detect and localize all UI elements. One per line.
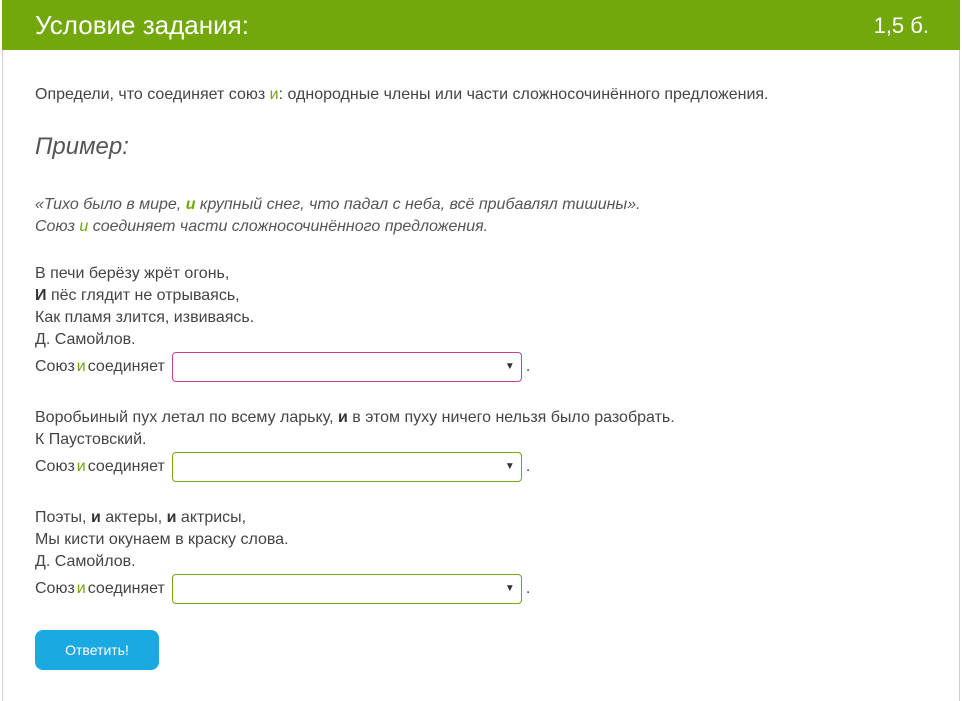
answer-row-3: Союз и соединяет ▼ . (35, 572, 530, 606)
answer-select-1[interactable] (172, 352, 522, 382)
poem-line: В печи берёзу жрёт огонь, (35, 265, 230, 282)
poem-line: Мы кисти окунаем в краску слова. (35, 531, 289, 548)
conjunction: и (269, 86, 279, 103)
sentence-author: К Паустовский. (35, 431, 147, 448)
answer-select-2[interactable] (172, 452, 522, 482)
conjunction: и (76, 358, 86, 375)
example-title: Пример: (35, 133, 129, 160)
task-instruction: Определи, что соединяет союз и: однородные члены или части сложносочинённого предложения. (35, 86, 769, 103)
task-header (2, 0, 960, 50)
answer-row-2: Союз и соединяет ▼ . (35, 450, 530, 484)
answer-row-1: Союз и соединяет ▼ . (35, 350, 530, 384)
answer-select-3[interactable] (172, 574, 522, 604)
poem-author: Д. Самойлов. (35, 331, 136, 348)
dropdown-arrow-icon: ▼ (504, 461, 515, 472)
task-points: 1,5 б. (873, 13, 929, 38)
conjunction: и (185, 196, 196, 213)
conjunction: и (90, 509, 101, 526)
dropdown-arrow-icon: ▼ (504, 361, 515, 372)
example-explanation: Союз и соединяет части сложносочинённого предложения. (35, 218, 489, 235)
poem-line: Поэты, и актеры, и актрисы, (35, 509, 247, 526)
poem-line: Как пламя злится, извиваясь. (35, 309, 255, 326)
conjunction: и (166, 509, 177, 526)
conjunction: и (76, 580, 86, 597)
sentence-line: Воробьиный пух летал по всему ларьку, и в этом пуху ничего нельзя было разобрать. (35, 409, 675, 426)
conjunction: И (35, 287, 47, 304)
conjunction: и (79, 218, 89, 235)
conjunction: и (337, 409, 348, 426)
example-sentence: «Тихо было в мире, и крупный снег, что падал с неба, всё прибавлял тишины». (35, 196, 641, 213)
poem-author: Д. Самойлов. (35, 553, 136, 570)
task-title: Условие задания: (35, 10, 249, 40)
dropdown-arrow-icon: ▼ (504, 583, 515, 594)
poem-line: И пёс глядит не отрываясь, (35, 287, 240, 304)
submit-answer-button[interactable]: Ответить! (35, 630, 159, 670)
conjunction: и (76, 458, 86, 475)
